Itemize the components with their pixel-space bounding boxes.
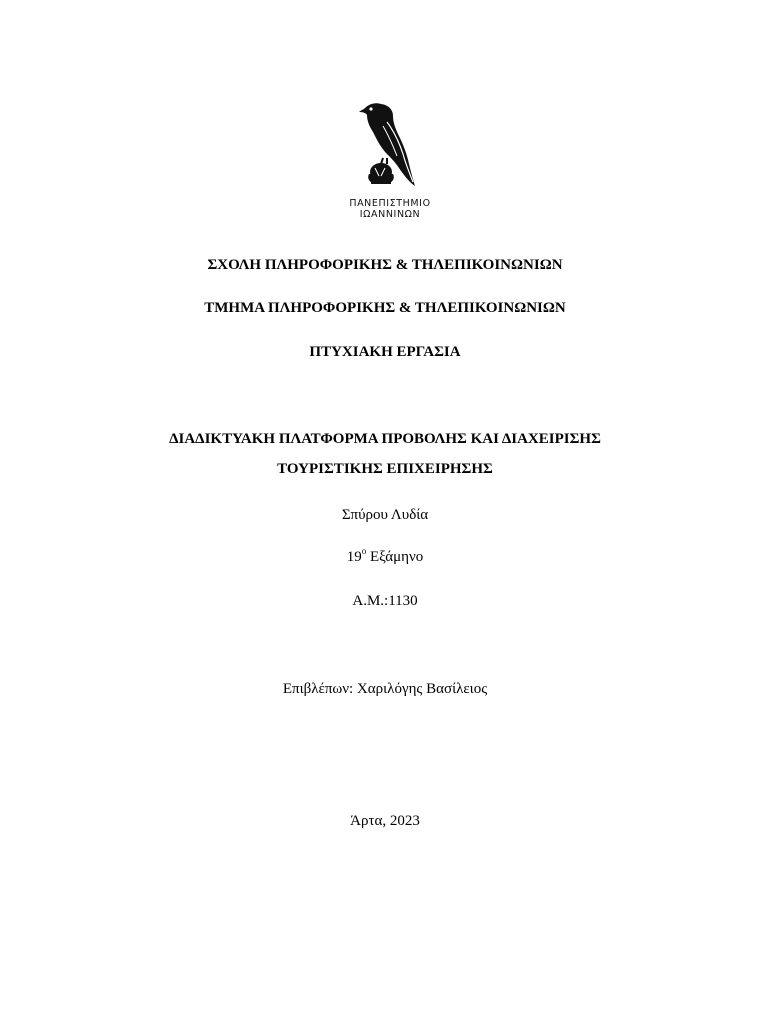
school-heading: ΣΧΟΛΗ ΠΛΗΡΟΦΟΡΙΚΗΣ & ΤΗΛΕΠΙΚΟΙΝΩΝΙΩΝ [207, 257, 563, 273]
semester-ordinal-suffix: ο [361, 546, 367, 556]
author-name: Σπύρου Λυδία [341, 507, 429, 523]
thesis-title-line2: ΤΟΥΡΙΣΤΙΚΗΣ ΕΠΙΧΕΙΡΗΣΗΣ [277, 461, 493, 477]
university-logo-line1: ΠΑΝΕΠΙΣΤΗΜΙΟ [349, 198, 431, 209]
thesis-title-line1: ΔΙΑΔΙΚΤΥΑΚΗ ΠΛΑΤΦΟΡΜΑ ΠΡΟΒΟΛΗΣ ΚΑΙ ΔΙΑΧΕΙΡΙΣΗΣ [169, 431, 601, 447]
student-id: Α.Μ.:1130 [352, 593, 418, 609]
owl-emblem-icon [357, 96, 423, 192]
university-logo [338, 96, 442, 226]
semester-label: Εξάμηνο [366, 549, 424, 565]
document-type-heading: ΠΤΥΧΙΑΚΗ ΕΡΓΑΣΙΑ [309, 344, 461, 360]
supervisor: Επιβλέπων: Χαριλόγης Βασίλειος [282, 681, 488, 697]
university-logo-line2: ΙΩΑΝΝΙΝΩΝ [359, 209, 421, 220]
semester-number: 19 [346, 549, 362, 565]
semester [0, 548, 770, 566]
place-and-date: Άρτα, 2023 [350, 813, 420, 829]
department-heading: ΤΜΗΜΑ ΠΛΗΡΟΦΟΡΙΚΗΣ & ΤΗΛΕΠΙΚΟΙΝΩΝΙΩΝ [204, 300, 566, 316]
